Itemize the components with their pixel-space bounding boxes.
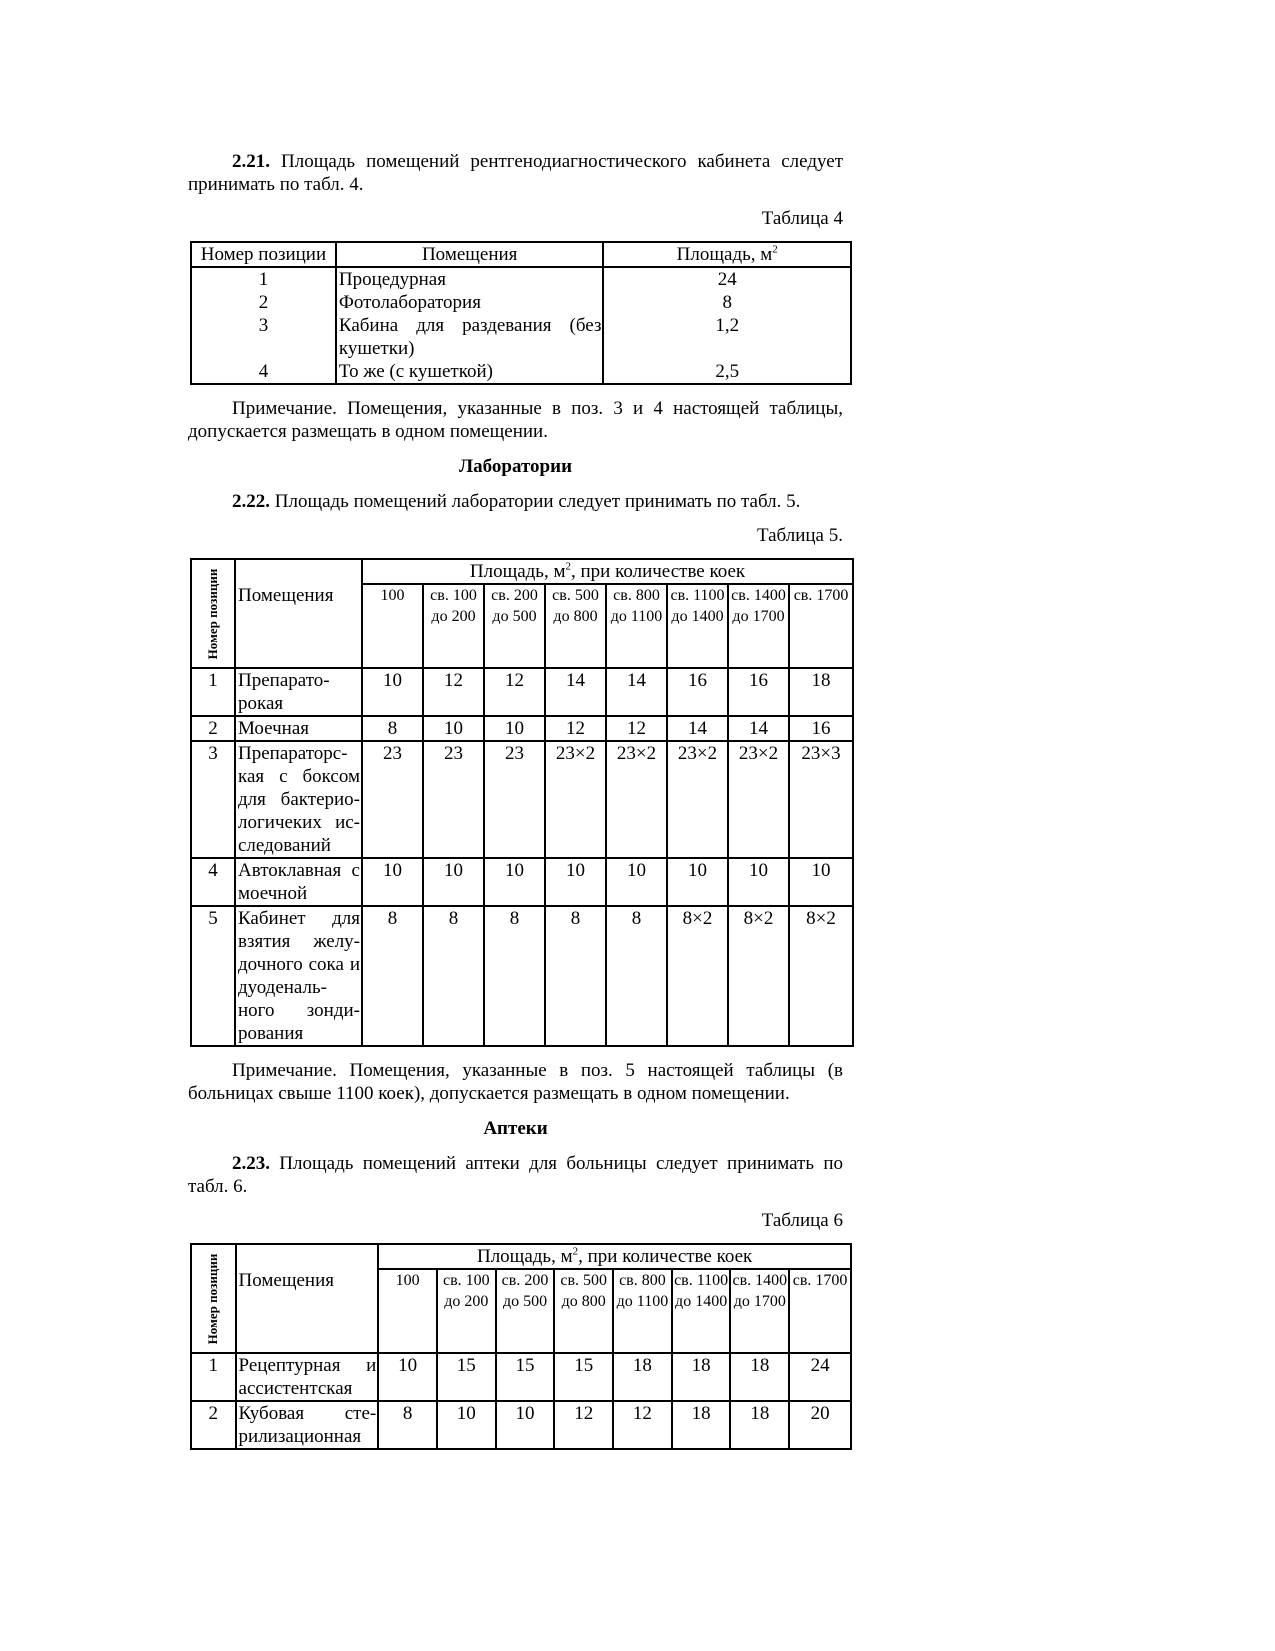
cell-room: Кабина для раздевания (без кушетки)	[336, 314, 604, 360]
table-row	[191, 906, 853, 1046]
cell-area-value: 23	[484, 741, 545, 858]
column-header-beds: св. 100 до 200	[423, 584, 484, 668]
column-header-area: Площадь, $м^2$, при количестве коек	[362, 559, 853, 584]
column-header: Помещения	[336, 242, 604, 267]
cell-area-value: 10	[606, 858, 667, 906]
column-header-beds: св. 500 до 800	[545, 584, 606, 668]
cell-area-value: 10	[362, 858, 423, 906]
cell-area-value: 10	[789, 858, 853, 906]
cell-area-value: 10	[496, 1401, 555, 1449]
cell-area-value: 18	[730, 1353, 789, 1401]
cell-area-value: 18	[789, 668, 853, 716]
cell-area-value: 10	[484, 858, 545, 906]
cell-area: 2,5	[603, 360, 851, 384]
table-caption: Таблица 5.	[756, 525, 843, 546]
cell-area-value: 23×3	[789, 741, 853, 858]
cell-area-value: 23×2	[606, 741, 667, 858]
column-header-beds: св. 100 до 200	[437, 1269, 496, 1353]
cell-room: Кубовая сте-рилизационная	[236, 1401, 379, 1449]
cell-room: Автоклавная с моечной	[235, 858, 362, 906]
cell-area-value: 10	[437, 1401, 496, 1449]
column-header-position: Номер позиции	[191, 559, 235, 668]
cell-area-value: 10	[423, 716, 484, 741]
table-row	[191, 360, 851, 384]
cell-position: 1	[191, 267, 336, 291]
cell-area-value: 14	[606, 668, 667, 716]
cell-room: Рецептурная и ассистентская	[236, 1353, 379, 1401]
column-header-beds: св. 1700	[789, 1269, 851, 1353]
cell-area-value: 15	[554, 1353, 613, 1401]
section-number: 2.23.	[232, 1153, 270, 1174]
cell-room: Препарато-рокая	[235, 668, 362, 716]
cell-area-value: 8×2	[667, 906, 728, 1046]
cell-position: 4	[191, 360, 336, 384]
column-header-rooms: Помещения	[235, 559, 362, 668]
paragraph-text: Площадь помещений лаборатории следует принимать по табл. 5.	[270, 491, 801, 512]
document-page	[188, 150, 849, 1450]
paragraph-text: Площадь помещений аптеки для больницы следует принимать по табл. 6.	[188, 1153, 843, 1197]
table-row	[191, 716, 853, 741]
cell-position: 5	[191, 906, 235, 1046]
cell-area-value: 8	[378, 1401, 437, 1449]
column-header-beds: св. 1700	[789, 584, 853, 668]
cell-position: 2	[191, 1401, 236, 1449]
section-heading: Лаборатории	[458, 456, 573, 477]
table-row	[191, 741, 853, 858]
table-caption: Таблица 4	[761, 208, 843, 229]
column-header-beds: св. 800 до 1100	[613, 1269, 672, 1353]
cell-area: 1,2	[603, 314, 851, 360]
table-row	[191, 1401, 851, 1449]
table-6	[190, 1243, 852, 1450]
cell-area-value: 10	[545, 858, 606, 906]
cell-area-value: 20	[789, 1401, 851, 1449]
cell-area-value: 18	[672, 1401, 731, 1449]
column-header-beds: св. 200 до 500	[484, 584, 545, 668]
cell-area-value: 8	[362, 716, 423, 741]
cell-position: 1	[191, 1353, 236, 1401]
cell-room: Процедурная	[336, 267, 604, 291]
cell-area-value: 23×2	[728, 741, 789, 858]
column-header-beds: св. 500 до 800	[554, 1269, 613, 1353]
cell-area-value: 12	[423, 668, 484, 716]
cell-area-value: 10	[378, 1353, 437, 1401]
table-caption: Таблица 6	[761, 1210, 843, 1231]
cell-area-value: 8×2	[789, 906, 853, 1046]
table-row	[191, 1353, 851, 1401]
table-header-row	[191, 242, 851, 267]
paragraph-2-23	[188, 1152, 843, 1198]
cell-area-value: 14	[728, 716, 789, 741]
cell-position: 2	[191, 291, 336, 314]
column-header-rooms: Помещения	[236, 1244, 379, 1353]
cell-area-value: 18	[672, 1353, 731, 1401]
cell-position: 3	[191, 741, 235, 858]
column-header-beds: 100	[378, 1269, 437, 1353]
column-header-beds: св. 1400 до 1700	[728, 584, 789, 668]
cell-area-value: 8×2	[728, 906, 789, 1046]
cell-area-value: 23	[362, 741, 423, 858]
column-header-position: Номер позиции	[191, 1244, 236, 1353]
cell-area-value: 18	[730, 1401, 789, 1449]
cell-area-value: 12	[554, 1401, 613, 1449]
cell-area-value: 10	[728, 858, 789, 906]
column-header: Номер позиции	[191, 242, 336, 267]
cell-area: 24	[603, 267, 851, 291]
column-header-beds: 100	[362, 584, 423, 668]
cell-area-value: 12	[613, 1401, 672, 1449]
cell-area-value: 10	[423, 858, 484, 906]
table-row	[191, 668, 853, 716]
table-row	[191, 858, 853, 906]
cell-area-value: 14	[667, 716, 728, 741]
cell-area-value: 23×2	[667, 741, 728, 858]
cell-area-value: 8	[545, 906, 606, 1046]
column-header: Площадь, $м^2$	[603, 242, 851, 267]
cell-area-value: 16	[789, 716, 853, 741]
cell-area-value: 14	[545, 668, 606, 716]
cell-position: 2	[191, 716, 235, 741]
paragraph-2-22	[188, 490, 843, 513]
section-number: 2.21.	[232, 151, 270, 172]
column-header-beds: св. 800 до 1100	[606, 584, 667, 668]
cell-area-value: 8	[362, 906, 423, 1046]
table-header-row	[191, 1244, 851, 1269]
cell-area-value: 15	[437, 1353, 496, 1401]
column-header-area: Площадь, $м^2$, при количестве коек	[378, 1244, 851, 1269]
paragraph-2-21	[188, 150, 843, 196]
table-note: Примечание. Помещения, указанные в поз. 5 настоящей таблицы (в больницах свыше 1100 коек), допускается размещать в одном помещении.	[188, 1060, 843, 1104]
cell-area-value: 12	[545, 716, 606, 741]
table-header-row	[191, 559, 853, 584]
table-4	[190, 241, 852, 385]
cell-area: 8	[603, 291, 851, 314]
table-row	[191, 267, 851, 291]
cell-area-value: 10	[667, 858, 728, 906]
cell-room: Фотолаборатория	[336, 291, 604, 314]
column-header-beds: св. 1100 до 1400	[672, 1269, 731, 1353]
cell-area-value: 8	[423, 906, 484, 1046]
cell-area-value: 15	[496, 1353, 555, 1401]
cell-position: 1	[191, 668, 235, 716]
cell-area-value: 24	[789, 1353, 851, 1401]
cell-area-value: 12	[606, 716, 667, 741]
column-header-beds: св. 200 до 500	[496, 1269, 555, 1353]
cell-area-value: 23×2	[545, 741, 606, 858]
cell-area-value: 16	[728, 668, 789, 716]
cell-room: Препараторс-кая с боксом для бактерио-логичеких ис-следований	[235, 741, 362, 858]
cell-area-value: 10	[484, 716, 545, 741]
cell-position: 4	[191, 858, 235, 906]
cell-room: Кабинет для взятия желу-дочного сока и дуоденаль-ного зонди-рования	[235, 906, 362, 1046]
column-header-beds: св. 1100 до 1400	[667, 584, 728, 668]
cell-area-value: 23	[423, 741, 484, 858]
table-row	[191, 291, 851, 314]
cell-area-value: 8	[484, 906, 545, 1046]
cell-area-value: 10	[362, 668, 423, 716]
table-5	[190, 558, 854, 1047]
section-heading: Аптеки	[483, 1118, 548, 1139]
section-number: 2.22.	[232, 491, 270, 512]
cell-area-value: 8	[606, 906, 667, 1046]
cell-area-value: 16	[667, 668, 728, 716]
cell-position: 3	[191, 314, 336, 360]
paragraph-text: Площадь помещений рентгенодиагностического кабинета следует принимать по табл. 4.	[188, 151, 843, 195]
cell-area-value: 12	[484, 668, 545, 716]
cell-area-value: 18	[613, 1353, 672, 1401]
table-row	[191, 314, 851, 360]
cell-room: То же (с кушеткой)	[336, 360, 604, 384]
column-header-beds: св. 1400 до 1700	[730, 1269, 789, 1353]
cell-room: Моечная	[235, 716, 362, 741]
table-note: Примечание. Помещения, указанные в поз. 3 и 4 настоящей таблицы, допускается размещать в одном помещении.	[188, 398, 843, 442]
